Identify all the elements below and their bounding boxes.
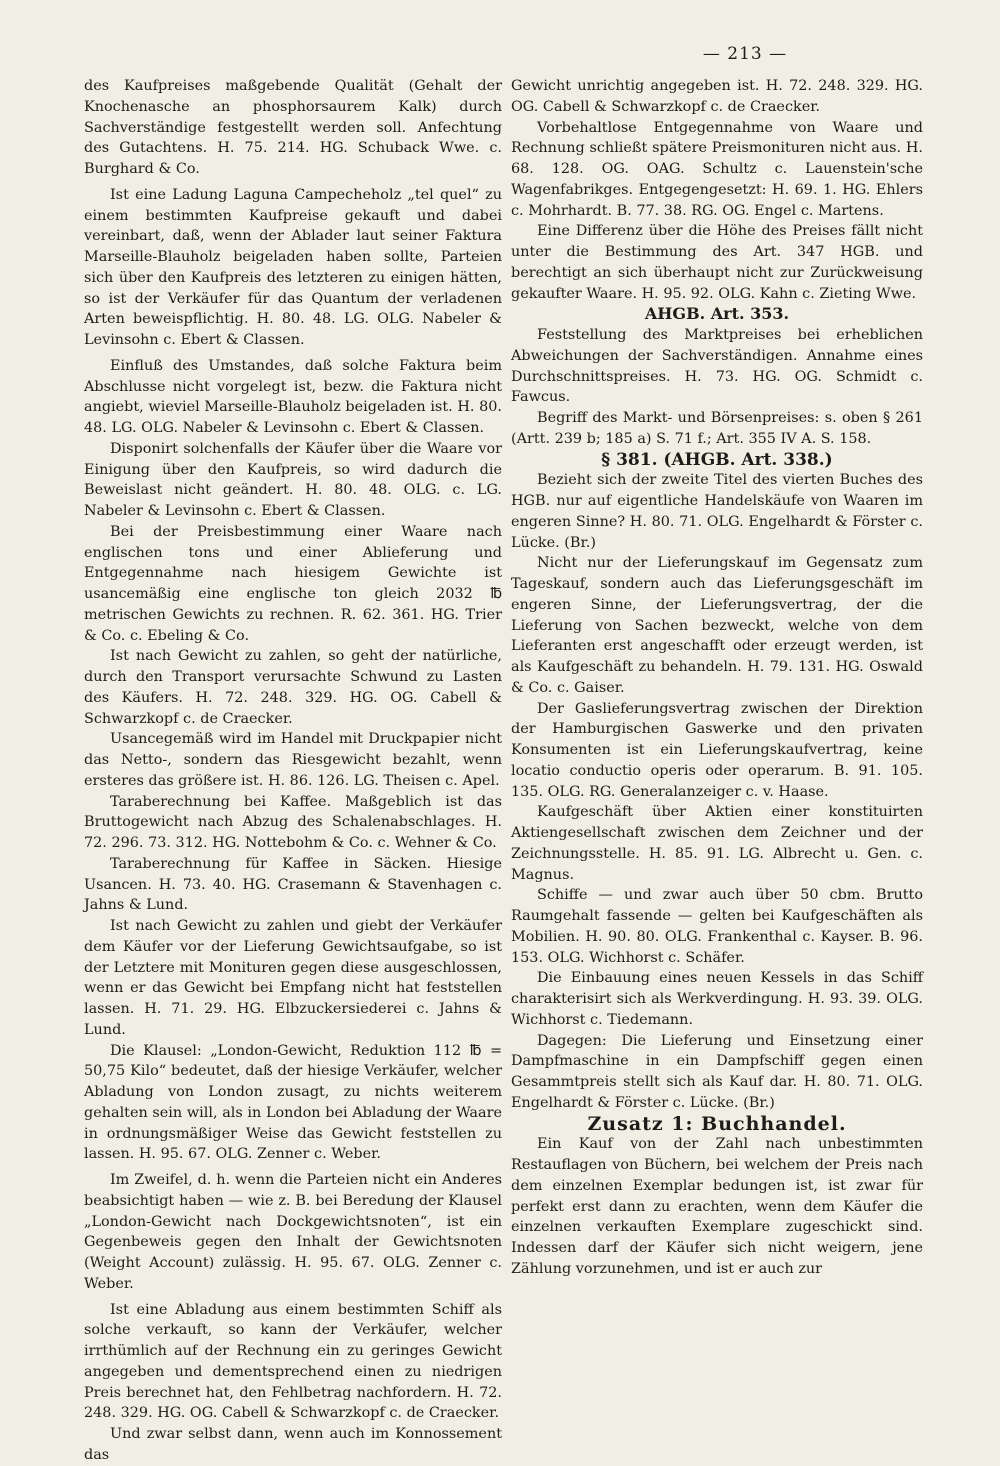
section-heading-zusatz-buchhandel: Zusatz 1: Buchhandel. (587, 1112, 847, 1135)
paragraph: Vorbehaltlose Entgegennahme von Waare und Rechnung schließt spätere Preismonituren nicht aus. H. 68. 128. OG. OAG. Schultz c. Lauenstein'sche Wagenfabrikges. Entgegengesetzt: H. 69. 1. HG. Ehlers c. Mohrhardt. B. 77. 38. RG. OG. Engel c. Martens. (511, 119, 923, 219)
paragraph: Der Gaslieferungsvertrag zwischen der Direktion der Hamburgischen Gaswerke und den privaten Konsumenten ist ein Lieferungskaufvertrag, keine locatio conductio operis oder operarum. B. 91. 105. 135. OLG. RG. Generalanzeiger c. v. Haase. (511, 700, 923, 800)
paragraph: Eine Differenz über die Höhe des Preises fällt nicht unter die Bestimmung des Art. 347 HGB. und berechtigt an sich überhaupt nicht zur Zurückweisung gekaufter Waare. H. 95. 92. OLG. Kahn c. Zieting Wwe. (511, 223, 923, 302)
paragraph: Gewicht unrichtig angegeben ist. H. 72. 248. 329. HG. OG. Cabell & Schwarzkopf c. de Craecker. (511, 78, 923, 115)
section-heading-par-381: § 381. (AHGB. Art. 338.) (601, 449, 833, 470)
paragraph: Usancegemäß wird im Handel mit Druckpapier nicht das Netto-, sondern das Riesgewicht bezahlt, wenn ersteres das größere ist. H. 86. 126. LG. Theisen c. Apel. (84, 731, 502, 789)
paragraph: Nicht nur der Lieferungskauf im Gegensatz zum Tageskauf, sondern auch das Lieferungsgeschäft im engeren Sinne, der Lieferungsvertrag, der die Lieferung von Sachen bezweckt, welche von dem Lieferanten erst angeschafft oder erzeugt werden, ist als Kaufgeschäft zu behandeln. H. 79. 131. HG. Oswald & Co. c. Gaiser. (511, 555, 923, 696)
section-heading-art-353: AHGB. Art. 353. (644, 304, 790, 324)
paragraph: Ist nach Gewicht zu zahlen, so geht der natürliche, durch den Transport verursachte Schwund zu Lasten des Käufers. H. 72. 248. 329. HG. OG. Cabell & Schwarzkopf c. de Craecker. (84, 648, 502, 727)
paragraph: Taraberechnung bei Kaffee. Maßgeblich ist das Bruttogewicht nach Abzug des Schalenabschlages. H. 72. 296. 73. 312. HG. Nottebohm & Co. c. Wehner & Co. (84, 793, 502, 851)
paragraph: Feststellung des Marktpreises bei erheblichen Abweichungen der Sachverständigen. Annahme eines Durchschnittspreises. H. 73. HG. OG. Schmidt c. Fawcus. (511, 327, 923, 406)
paragraph: Ein Kauf von der Zahl nach unbestimmten Restauflagen von Büchern, bei welchem der Preis nach dem einzelnen Exemplar bedungen ist, ist zwar für perfekt erst dann zu erachten, wenn dem Käufer die einzelnen verkauften Exemplare zugeschickt sind. Indessen darf der Käufer sich nicht weigern, jene Zählung vorzunehmen, und ist er auch zur (511, 1136, 923, 1277)
paragraph: Ist nach Gewicht zu zahlen und giebt der Verkäufer dem Käufer vor der Lieferung Gewichtsaufgabe, so ist der Letztere mit Monituren gegen diese ausgeschlossen, wenn er das Gewicht bei Empfang nicht hat feststellen lassen. H. 71. 29. HG. Elbzuckersiederei c. Jahns & Lund. (84, 918, 502, 1038)
right-column (511, 76, 923, 1280)
page-number: — 213 — (702, 44, 788, 64)
paragraph: Taraberechnung für Kaffee in Säcken. Hiesige Usancen. H. 73. 40. HG. Crasemann & Stavenhagen c. Jahns & Lund. (84, 855, 502, 914)
paragraph: des Kaufpreises maßgebende Qualität (Gehalt der Knochenasche an phosphorsaurem Kalk) durch Sachverständige festgestellt werden soll. Anfechtung des Gutachtens. H. 75. 214. HG. Schuback Wwe. c. Burghard & Co. (84, 78, 502, 177)
paragraph: Dagegen: Die Lieferung und Einsetzung einer Dampfmaschine in ein Dampfschiff gegen einen Gesammtpreis stellt sich als Kauf dar. H. 80. 71. OLG. Engelhardt & Förster c. Lücke. (Br.) (511, 1032, 923, 1111)
paragraph: Begriff des Markt- und Börsenpreises: s. oben § 261 (Artt. 239 b; 185 a) S. 71 f.; Art. 355 IV A. S. 158. (511, 410, 923, 447)
paragraph: Ist eine Ladung Laguna Campecheholz „tel quel“ zu einem bestimmten Kaufpreise gekauft und dabei vereinbart, daß, wenn der Ablader laut seiner Faktura Marseille-Blauholz beigeladen haben sollte, Parteien sich über den Kaufpreis des letzteren zu einigen hätten, so ist der Verkäufer für das Quantum der verladenen Arten beweispflichtig. H. 80. 48. LG. OLG. Nabeler & Levinsohn c. Ebert & Classen. (84, 186, 502, 348)
paragraph: Und zwar selbst dann, wenn auch im Konnossement das (84, 1426, 502, 1463)
paragraph: Schiffe — und zwar auch über 50 cbm. Brutto Raumgehalt fassende — gelten bei Kaufgeschäften als Mobilien. H. 90. 80. OLG. Frankenthal c. Kayser. B. 96. 153. OLG. Wichhorst c. Schäfer. (511, 887, 923, 966)
paragraph: Disponirt solchenfalls der Käufer über die Waare vor Einigung über den Kaufpreis, so wird dadurch die Beweislast nicht geändert. H. 80. 48. OLG. c. LG. Nabeler & Levinsohn c. Ebert & Classen. (84, 440, 502, 519)
paragraph: Einfluß des Umstandes, daß solche Faktura beim Abschlusse nicht vorgelegt ist, bezw. die Faktura nicht angiebt, wieviel Marseille-Blauholz beigeladen ist. H. 80. 48. LG. OLG. Nabeler & Levinsohn c. Ebert & Classen. (84, 357, 502, 436)
paragraph: Die Klausel: „London-Gewicht, Reduktion 112 ℔ = 50,75 Kilo“ bedeutet, daß der hiesige Verkäufer, welcher Abladung von London zusagt, zu nichts weiterem gehalten sein will, als in London bei Abladung der Waare in ordnungsmäßiger Weise das Gewicht feststellen zu lassen. H. 95. 67. OLG. Zenner c. Weber. (84, 1042, 502, 1163)
paragraph: Ist eine Abladung aus einem bestimmten Schiff als solche verkauft, so kann der Verkäufer, welcher irrthümlich auf der Rechnung ein zu geringes Gewicht angegeben und dementsprechend einen zu niedrigen Preis berechnet hat, den Fehlbetrag nachfordern. H. 72. 248. 329. HG. OG. Cabell & Schwarzkopf c. de Craecker. (84, 1301, 502, 1422)
paragraph: Bezieht sich der zweite Titel des vierten Buches des HGB. nur auf eigentliche Handelskäufe von Waaren im engeren Sinne? H. 80. 71. OLG. Engelhardt & Förster c. Lücke. (Br.) (511, 472, 923, 551)
paragraph: Bei der Preisbestimmung einer Waare nach englischen tons und einer Ablieferung und Entgegennahme nach hiesigem Gewichte ist usancemäßig eine englische ton gleich 2032 ℔ metrischen Gewichts zu rechnen. R. 62. 361. HG. Trier & Co. c. Ebeling & Co. (84, 523, 502, 644)
left-column (84, 76, 502, 1466)
paragraph: Kaufgeschäft über Aktien einer konstituirten Aktiengesellschaft zwischen dem Zeichner und der Zeichnungsstelle. H. 85. 91. LG. Albrecht u. Gen. c. Magnus. (511, 804, 923, 883)
paragraph: Die Einbauung eines neuen Kessels in das Schiff charakterisirt sich als Werkverdingung. H. 93. 39. OLG. Wichhorst c. Tiedemann. (511, 970, 923, 1028)
paragraph: Im Zweifel, d. h. wenn die Parteien nicht ein Anderes beabsichtigt haben — wie z. B. bei Beredung der Klausel „London-Gewicht nach Dockgewichtsnoten“, ist ein Gegenbeweis gegen den Inhalt der Gewichtsnoten (Weight Account) zulässig. H. 95. 67. OLG. Zenner c. Weber. (84, 1172, 502, 1292)
